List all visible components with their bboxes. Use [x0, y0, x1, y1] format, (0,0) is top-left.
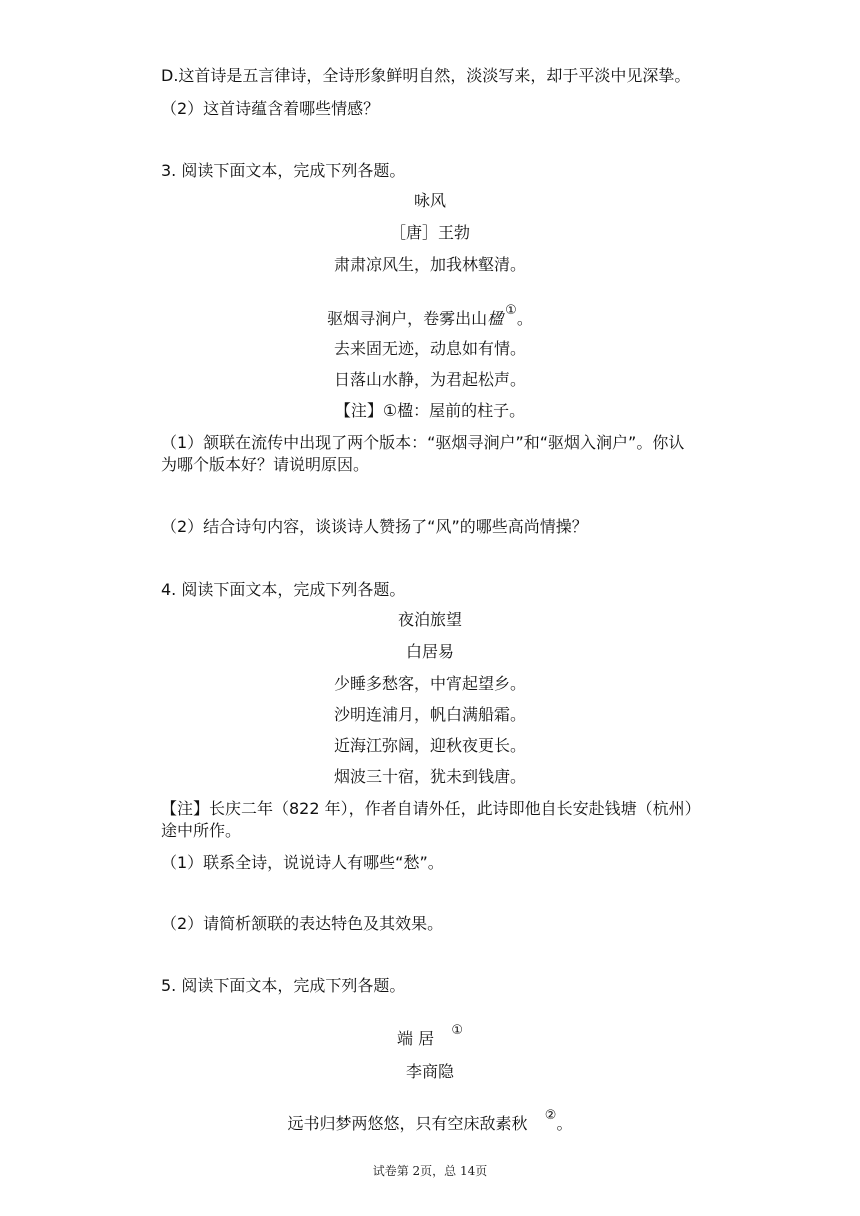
q3-poem-author: ［唐］王勃	[389, 223, 470, 242]
q3-sub2: （2）结合诗句内容，谈谈诗人赞扬了“风”的哪些高尚情操？	[161, 517, 588, 536]
q3-poem-line-2-text: 驱烟寻涧户，卷雾出山	[327, 309, 488, 328]
q5-poem-line-1-text: 远书归梦两悠悠，只有空床敌素秋	[287, 1114, 528, 1133]
q4-poem-line-1: 少睡多愁客，中宵起望乡。	[333, 674, 526, 693]
q5-poem-author: 李商隐	[405, 1062, 454, 1081]
q4-note-line-2: 途中所作。	[161, 821, 242, 840]
q4-poem-line-3: 近海江弥阔，迎秋夜更长。	[333, 736, 526, 755]
footnote-mark: ②	[544, 1108, 557, 1123]
option-d: D.这首诗是五言律诗，全诗形象鲜明自然，淡淡写来，却于平淡中见深挚。	[161, 66, 691, 85]
q3-note: 【注】①楹：屋前的柱子。	[334, 401, 526, 420]
q3-intro: 3. 阅读下面文本，完成下列各题。	[161, 161, 406, 180]
page-footer: 试卷第 2页，总 14页	[372, 1164, 488, 1178]
q3-poem-line-3: 去来固无迹，动息如有情。	[333, 339, 526, 358]
q4-poem-author: 白居易	[405, 642, 454, 661]
footnote-mark: ①	[505, 303, 517, 318]
q3-poem-line-1: 肃肃凉风生，加我林壑清。	[333, 255, 526, 274]
q3-sub1-line-2: 为哪个版本好？请说明原因。	[161, 455, 370, 474]
q4-note-line-1: 【注】长庆二年（822 年），作者自请外任，此诗即他自长安赴钱塘（杭州）	[161, 799, 701, 818]
q3-poem-line-4: 日落山水静，为君起松声。	[333, 370, 526, 389]
q4-sub2: （2）请简析颔联的表达特色及其效果。	[161, 914, 444, 933]
q5-poem-line-1-end: 。	[556, 1114, 573, 1133]
q4-intro: 4. 阅读下面文本，完成下列各题。	[161, 580, 406, 599]
q5-poem-line-1	[0, 1105, 860, 1135]
q5-poem-title	[0, 1020, 860, 1050]
q3-sub1-line-1: （1）颔联在流传中出现了两个版本：“驱烟寻涧户”和“驱烟入涧户”。你认	[161, 433, 685, 452]
q3-poem-line-2-char: 楹	[487, 309, 504, 328]
q5-poem-title-text: 端 居	[396, 1029, 435, 1048]
q4-sub1: （1）联系全诗，说说诗人有哪些“愁”。	[161, 853, 444, 872]
q4-poem-line-4: 烟波三十宿，犹未到钱唐。	[333, 767, 526, 786]
q2-sub2: （2）这首诗蕴含着哪些情感？	[161, 99, 380, 118]
q3-poem-title: 咏风	[413, 191, 446, 210]
q4-poem-title: 夜泊旅望	[397, 610, 462, 629]
footnote-mark: ①	[451, 1023, 463, 1038]
q3-poem-line-2	[0, 300, 860, 330]
q4-poem-line-2: 沙明连浦月，帆白满船霜。	[333, 705, 526, 724]
q5-intro: 5. 阅读下面文本，完成下列各题。	[161, 976, 406, 995]
q3-poem-line-2-end: 。	[516, 309, 533, 328]
